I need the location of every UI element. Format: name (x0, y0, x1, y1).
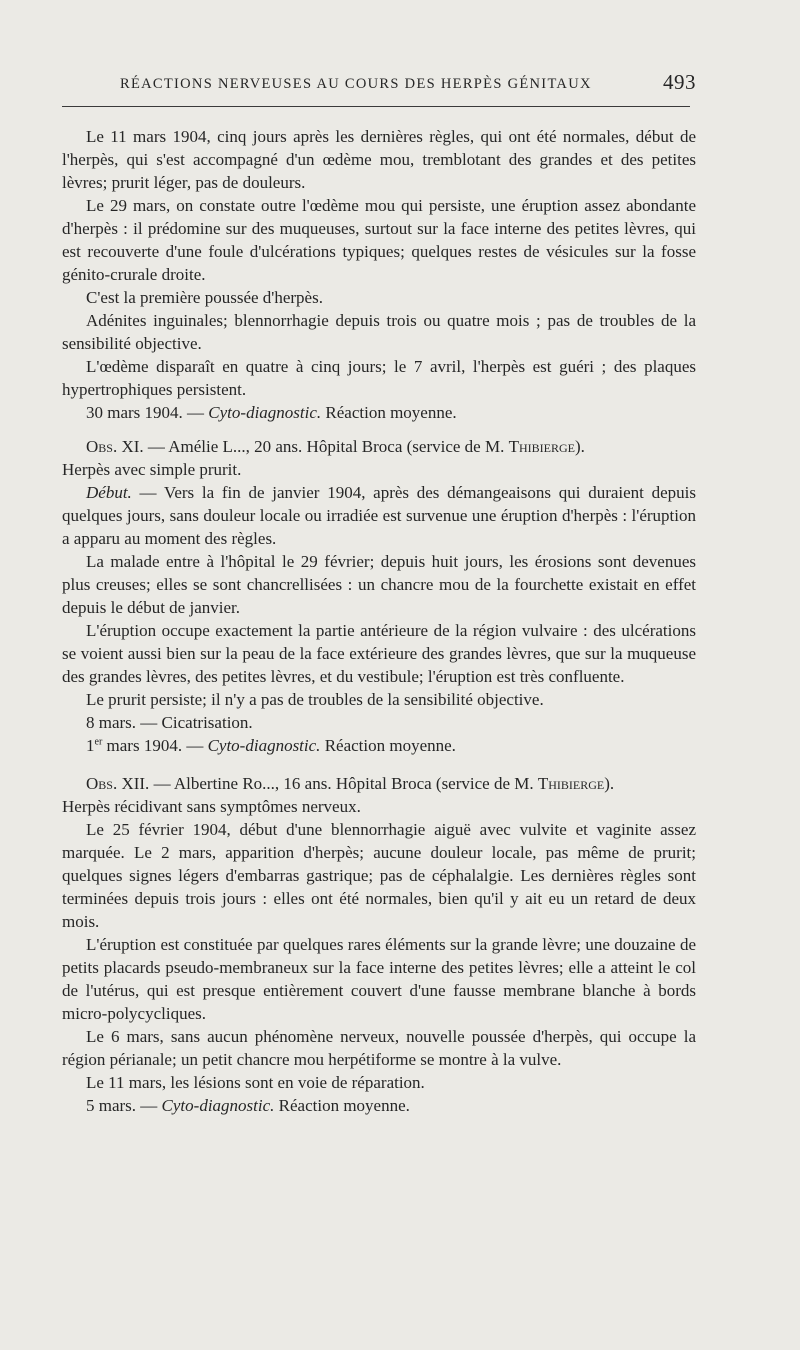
paragraph: Début. — Vers la fin de janvier 1904, après des démangeaisons qui duraient depuis quelques jours, sans douleur locale ou irradiée est survenue une éruption d'herpès : l'éruption a apparu au moment des règles. (62, 483, 696, 548)
paragraph: L'œdème disparaît en quatre à cinq jours; le 7 avril, l'herpès est guéri ; des plaques hypertrophiques persistent. (62, 357, 696, 399)
page-number: 493 (663, 70, 696, 94)
observation-subtitle: Herpès avec simple prurit. (62, 460, 242, 479)
cyto-diagnostic-line: 5 mars. — Cyto-diagnostic. Réaction moyenne. (86, 1096, 410, 1115)
observation-subtitle: Herpès récidivant sans symptômes nerveux. (62, 797, 361, 816)
paragraph: Adénites inguinales; blennorrhagie depuis trois ou quatre mois ; pas de troubles de la sensibilité objective. (62, 311, 696, 353)
cyto-diagnostic-line: 1er mars 1904. — Cyto-diagnostic. Réaction moyenne. (86, 736, 456, 755)
paragraph: La malade entre à l'hôpital le 29 février; depuis huit jours, les érosions sont devenues plus creuses; elles se sont chancrellisées : un chancre mou de la fourchette existait en effet depuis le début de janvier. (62, 552, 696, 617)
observation-heading: Obs. XI. — Amélie L..., 20 ans. Hôpital Broca (service de M. Thibierge). (86, 437, 585, 456)
paragraph: Le 25 février 1904, début d'une blennorrhagie aiguë avec vulvite et vaginite assez marquée. Le 2 mars, apparition d'herpès; aucune douleur locale, pas même de prurit; quelques signes légers d'embarras gastrique; pas de céphalalgie. Les dernières règles sont terminées depuis trois jours : elles ont été normales, bien qu'il y ait eu un retard de deux mois. (62, 820, 696, 931)
paragraph: 8 mars. — Cicatrisation. (86, 713, 253, 732)
paragraph: Le 11 mars, les lésions sont en voie de réparation. (86, 1073, 425, 1092)
body-text (62, 125, 696, 1117)
paragraph: C'est la première poussée d'herpès. (86, 288, 323, 307)
running-head (62, 70, 696, 104)
header-rule (62, 106, 690, 107)
cyto-diagnostic-line: 30 mars 1904. — Cyto-diagnostic. Réaction moyenne. (86, 403, 457, 422)
running-title: RÉACTIONS NERVEUSES AU COURS DES HERPÈS GÉNITAUX (120, 76, 592, 92)
paragraph: Le 6 mars, sans aucun phénomène nerveux, nouvelle poussée d'herpès, qui occupe la région périanale; un petit chancre mou herpétiforme se montre à la vulve. (62, 1027, 696, 1069)
paragraph: L'éruption occupe exactement la partie antérieure de la région vulvaire : des ulcérations se voient aussi bien sur la peau de la face extérieure des grandes lèvres, que sur la muqueuse des grandes lèvres, des petites lèvres, et du vestibule; l'éruption est très confluente. (62, 621, 696, 686)
paragraph: Le 29 mars, on constate outre l'œdème mou qui persiste, une éruption assez abondante d'herpès : il prédomine sur des muqueuses, surtout sur la face interne des petites lèvres, qui est recouverte d'une foule d'ulcérations typiques; quelques restes de vésicules sur la fosse génito-crurale droite. (62, 196, 696, 284)
paragraph: L'éruption est constituée par quelques rares éléments sur la grande lèvre; une douzaine de petits placards pseudo-membraneux sur la face interne des petites lèvres; elle a atteint le col de l'utérus, qui est presque entièrement couvert d'une fausse membrane blanche à bords micro-polycycliques. (62, 935, 696, 1023)
observation-heading: Obs. XII. — Albertine Ro..., 16 ans. Hôpital Broca (service de M. Thibierge). (86, 774, 615, 793)
paragraph: Le prurit persiste; il n'y a pas de troubles de la sensibilité objective. (86, 690, 544, 709)
paragraph: Le 11 mars 1904, cinq jours après les dernières règles, qui ont été normales, début de l'herpès, qui s'est accompagné d'un œdème mou, tremblotant des grandes et des petites lèvres; prurit léger, pas de douleurs. (62, 127, 696, 192)
